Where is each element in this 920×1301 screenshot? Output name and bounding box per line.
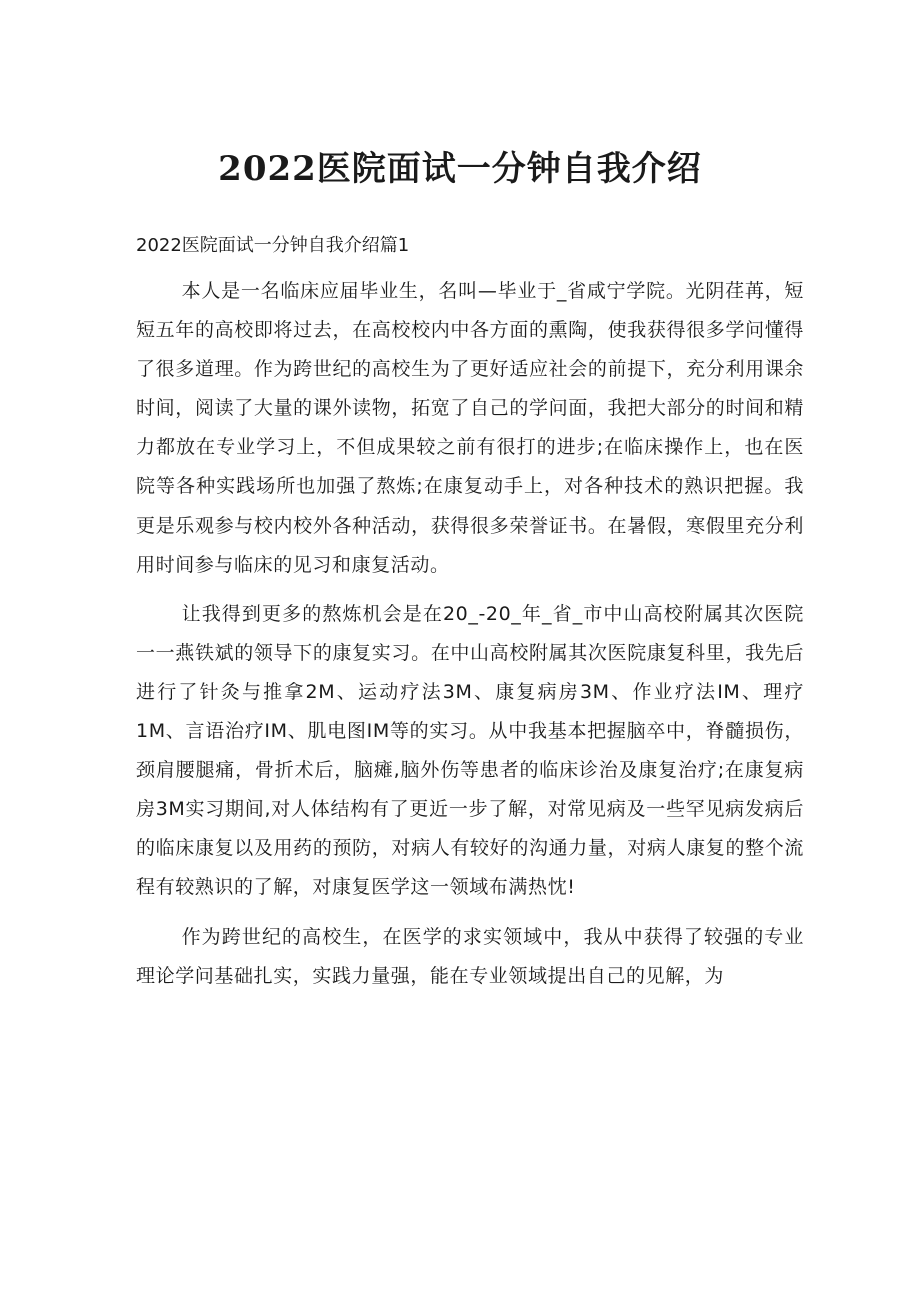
paragraph: 作为跨世纪的高校生，在医学的求实领域中，我从中获得了较强的专业理论学问基础扎实，实践力量强，能在专业领域提出自己的见解，为 [136, 925, 804, 987]
section-heading: 2022医院面试一分钟自我介绍篇1 [136, 235, 410, 256]
paragraph: 让我得到更多的熬炼机会是在20_-20_年_省_市中山高校附属其次医院一一燕铁斌的领导下的康复实习。在中山高校附属其次医院康复科里，我先后进行了针灸与推拿2M、运动疗法3M、康复病房3M、作业疗法IM、理疗1M、言语治疗IM、肌电图IM等的实习。从中我基本把握脑卒中，脊髓损伤，颈肩腰腿痛，骨折术后，脑瘫,脑外伤等患者的临床诊治及康复治疗;在康复病房3M实习期间,对人体结构有了更近一步了解，对常见病及一些罕见病发病后的临床康复以及用药的预防，对病人有较好的沟通力量，对病人康复的整个流程有较熟识的了解，对康复医学这一领域布满热忱! [136, 602, 804, 899]
paragraph: 本人是一名临床应届毕业生，名叫—毕业于_省咸宁学院。光阴荏苒，短短五年的高校即将过去，在高校校内中各方面的熏陶，使我获得很多学问懂得了很多道理。作为跨世纪的高校生为了更好适应社会的前提下，充分利用课余时间，阅读了大量的课外读物，拓宽了自己的学问面，我把大部分的时间和精力都放在专业学习上，不但成果较之前有很打的进步;在临床操作上，也在医院等各种实践场所也加强了熬炼;在康复动手上，对各种技术的熟识把握。我更是乐观参与校内校外各种活动，获得很多荣誉证书。在暑假，寒假里充分利用时间参与临床的见习和康复活动。 [136, 280, 804, 576]
document-body [136, 272, 804, 1006]
document-title: 2022医院面试一分钟自我介绍 [218, 149, 702, 189]
